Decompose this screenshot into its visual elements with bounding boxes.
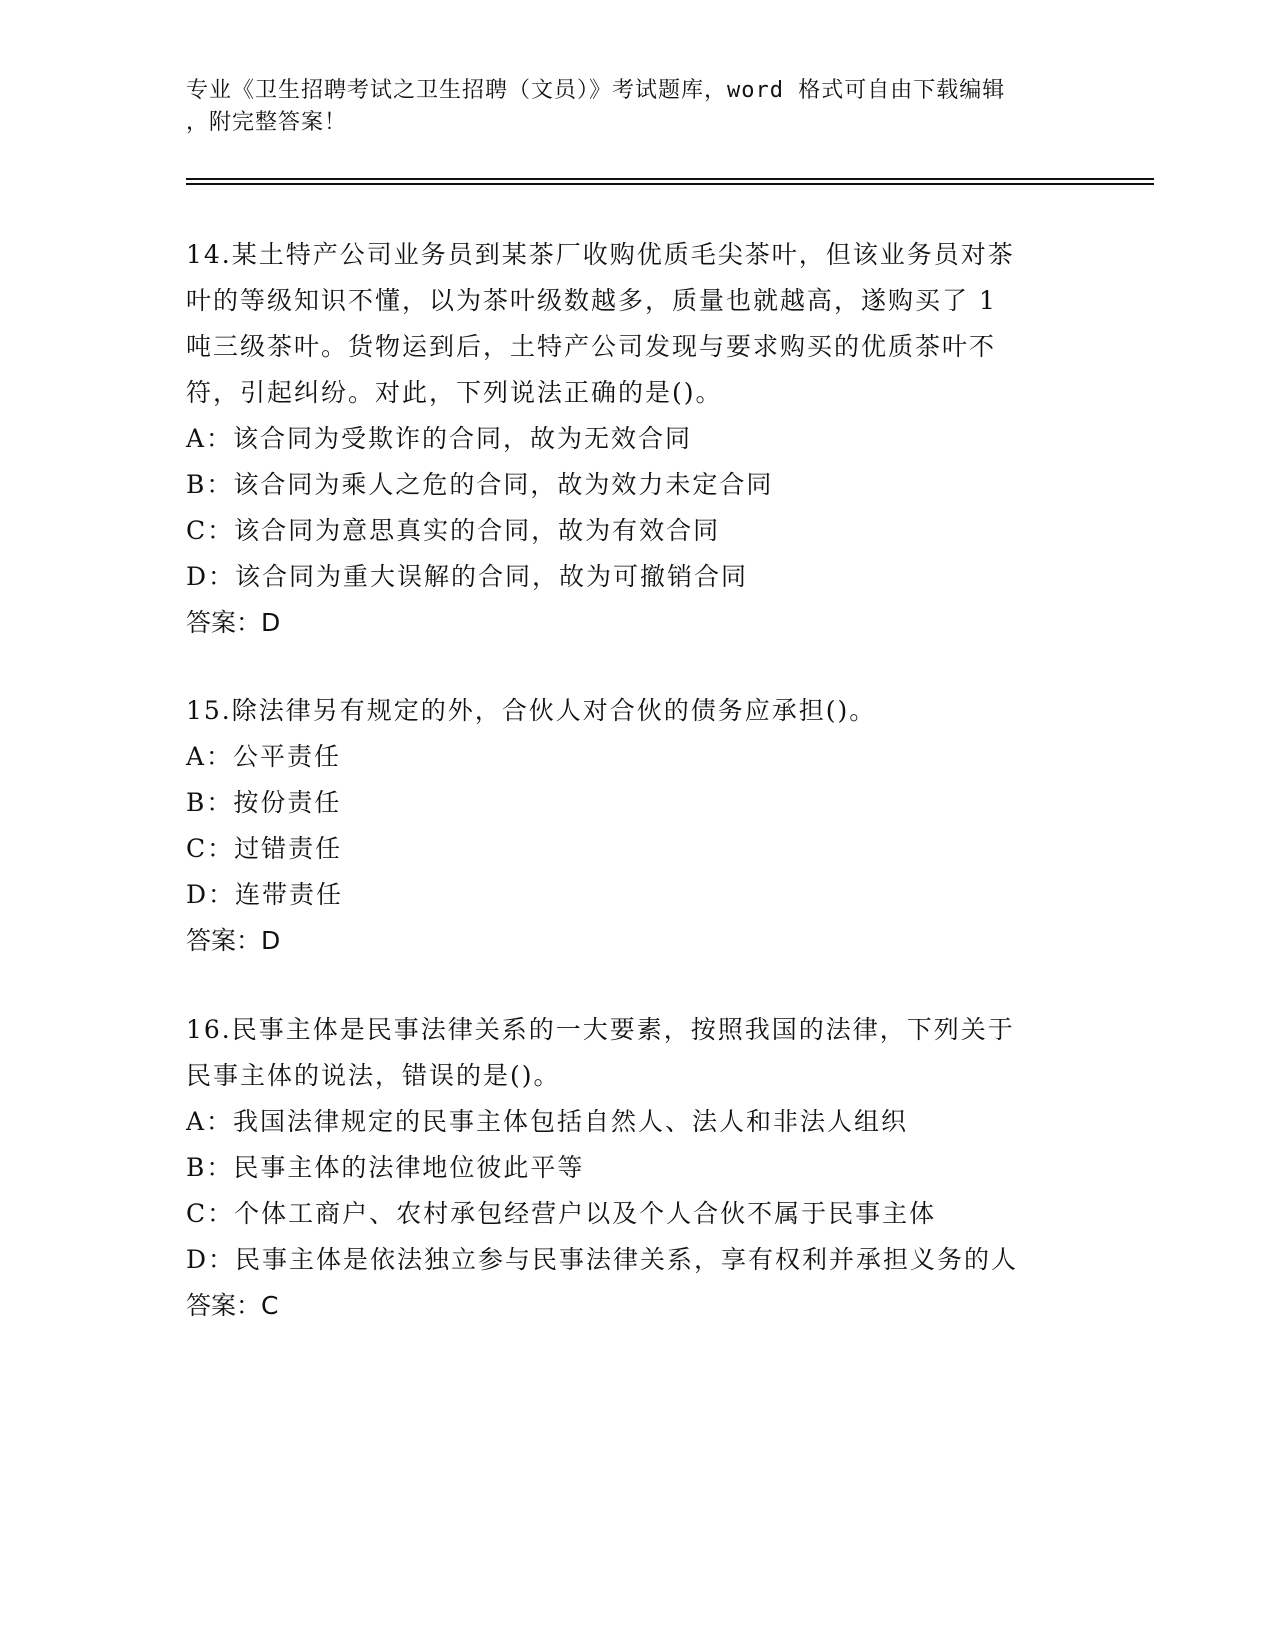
option-d: D：民事主体是依法独立参与民事法律关系，享有权利并承担义务的人	[186, 1245, 1019, 1274]
question-stem-line: 14.某土特产公司业务员到某茶厂收购优质毛尖茶叶，但该业务员对茶	[186, 240, 1015, 269]
question-stem-line: 民事主体的说法，错误的是()。	[186, 1061, 561, 1090]
option-d: D：连带责任	[186, 880, 344, 909]
header-divider-top	[186, 178, 1154, 180]
option-b: B：按份责任	[186, 788, 342, 817]
answer-line: 答案：D	[186, 926, 281, 955]
option-b: B：该合同为乘人之危的合同，故为效力未定合同	[186, 470, 774, 499]
option-c: C：该合同为意思真实的合同，故为有效合同	[186, 516, 721, 545]
answer-line: 答案：D	[186, 608, 281, 637]
option-a: A：我国法律规定的民事主体包括自然人、法人和非法人组织	[186, 1107, 909, 1136]
option-c: C：过错责任	[186, 834, 343, 863]
document-header-line-1: 专业《卫生招聘考试之卫生招聘（文员）》考试题库，word 格式可自由下载编辑	[186, 78, 1006, 103]
answer-line: 答案：C	[186, 1291, 279, 1320]
option-c: C：个体工商户、农村承包经营户以及个人合伙不属于民事主体	[186, 1199, 937, 1228]
header-divider-bottom	[186, 183, 1154, 185]
option-b: B：民事主体的法律地位彼此平等	[186, 1153, 585, 1182]
question-stem-line: 叶的等级知识不懂，以为茶叶级数越多，质量也就越高，遂购买了 1	[186, 286, 997, 315]
question-stem-line: 16.民事主体是民事法律关系的一大要素，按照我国的法律，下列关于	[186, 1015, 1015, 1044]
document-header-line-2: ，附完整答案！	[186, 110, 348, 135]
option-a: A：公平责任	[186, 742, 342, 771]
option-a: A：该合同为受欺诈的合同，故为无效合同	[186, 424, 693, 453]
option-d: D：该合同为重大误解的合同，故为可撤销合同	[186, 562, 749, 591]
question-stem-line: 15.除法律另有规定的外，合伙人对合伙的债务应承担()。	[186, 696, 877, 725]
question-15	[186, 688, 1086, 964]
question-14	[186, 232, 1086, 646]
question-16	[186, 1007, 1086, 1329]
question-stem-line: 吨三级茶叶。货物运到后，土特产公司发现与要求购买的优质茶叶不	[186, 332, 997, 361]
question-stem-line: 符，引起纠纷。对此，下列说法正确的是()。	[186, 378, 723, 407]
